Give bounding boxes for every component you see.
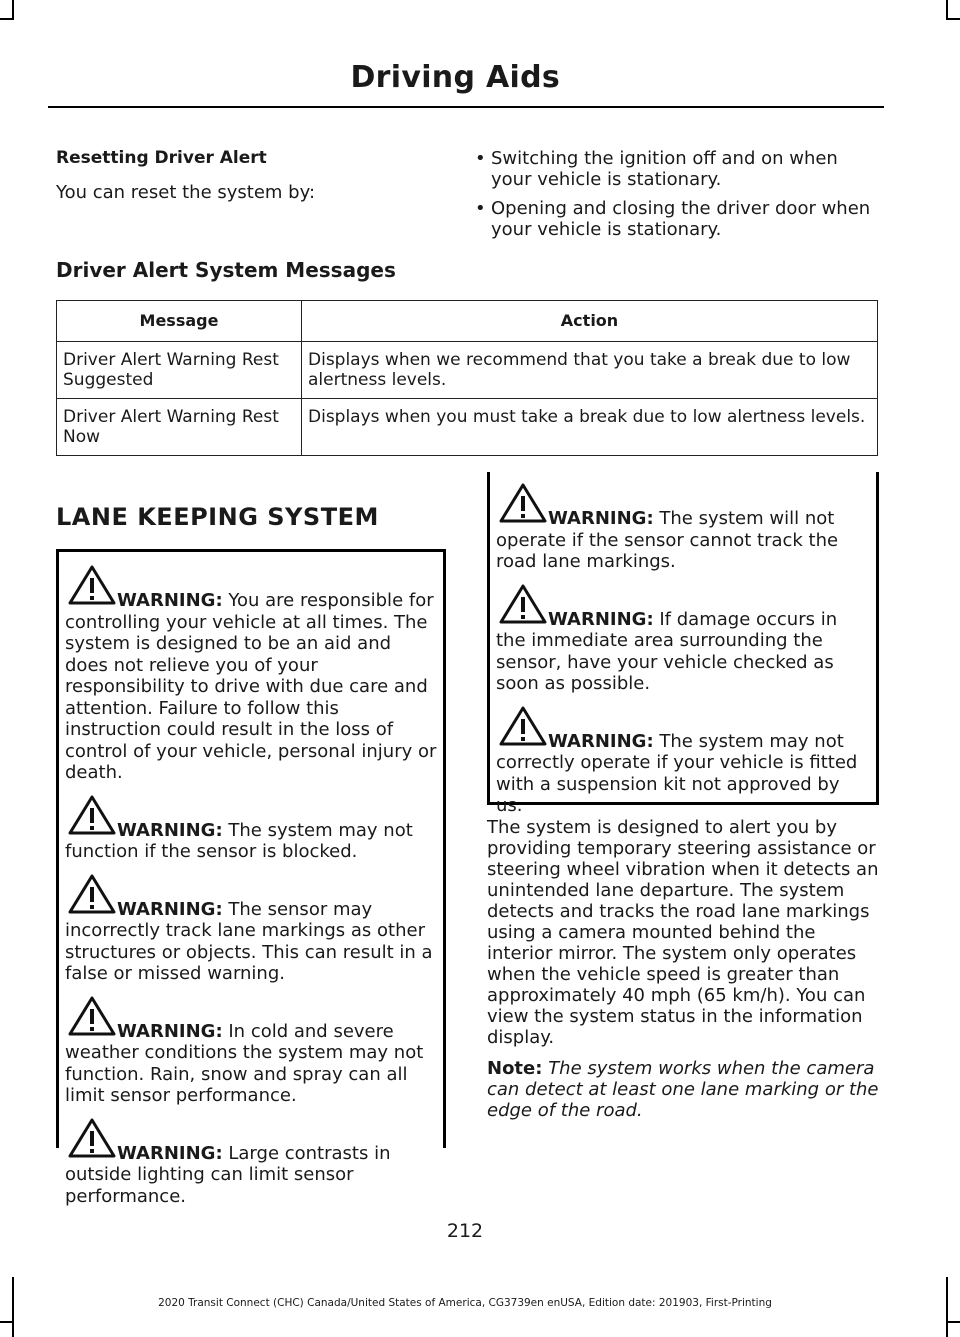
footer-text: 2020 Transit Connect (CHC) Canada/United States of America, CG3739en enUSA, Edition date: 201903, First-Printing <box>158 1297 772 1309</box>
warning-box-left <box>56 549 446 1207</box>
warning-triangle-icon <box>67 1117 117 1159</box>
table-cell: Displays when we recommend that you take a break due to low alertness levels. <box>302 342 878 399</box>
bullet-icon: • <box>475 148 486 169</box>
table-header: Message <box>57 301 302 342</box>
lane-note <box>487 1058 879 1121</box>
warning-triangle-icon <box>67 794 117 836</box>
reset-intro: You can reset the system by: <box>56 182 316 203</box>
lane-body-section <box>487 817 879 1121</box>
page-title: Driving Aids <box>350 60 560 95</box>
table-row <box>57 399 878 456</box>
table-cell: Driver Alert Warning Rest Now <box>57 399 302 456</box>
reset-bullets <box>475 148 879 248</box>
bullet-icon: • <box>475 198 486 219</box>
table-cell: Displays when you must take a break due to low alertness levels. <box>302 399 878 456</box>
messages-heading: Driver Alert System Messages <box>56 258 396 282</box>
warning-triangle-icon <box>67 564 117 606</box>
crop-mark <box>12 0 14 20</box>
crop-mark <box>946 1321 960 1323</box>
table-header: Action <box>302 301 878 342</box>
warning-item: WARNING: The system may not function if the sensor is blocked. <box>59 820 443 863</box>
warning-item: WARNING: The system may not correctly operate if your vehicle is fitted with a suspension kit not approved by us. <box>490 731 876 817</box>
crop-mark <box>0 18 14 20</box>
reset-section <box>56 148 436 203</box>
crop-mark <box>946 0 948 20</box>
warning-item: WARNING: Large contrasts in outside lighting can limit sensor performance. <box>59 1143 443 1208</box>
list-item: • Switching the ignition off and on when your vehicle is stationary. <box>475 148 838 190</box>
warning-triangle-icon <box>67 873 117 915</box>
page-number: 212 <box>446 1220 484 1242</box>
warning-box-right <box>487 472 879 816</box>
crop-mark <box>946 1277 948 1337</box>
crop-mark <box>0 1321 14 1323</box>
lane-body: The system is designed to alert you by providing temporary steering assistance or steering wheel vibration when it detects an unintended lane departure. The system detects and tracks the road lane markings using a camera mounted behind the interior mirror. The system only operates when the vehicle speed is greater than approximately 40 mph (65 km/h). You can view the system status in the information display. <box>487 817 879 1048</box>
warning-item: WARNING: The sensor may incorrectly track lane markings as other structures or objects. This can result in a false or missed warning. <box>59 899 443 985</box>
reset-heading: Resetting Driver Alert <box>56 148 267 168</box>
warning-item: WARNING: In cold and severe weather conditions the system may not function. Rain, snow and spray can all limit sensor performance. <box>59 1021 443 1107</box>
list-item: • Opening and closing the driver door when your vehicle is stationary. <box>475 198 871 240</box>
warning-triangle-icon <box>498 583 548 625</box>
table-cell: Driver Alert Warning Rest Suggested <box>57 342 302 399</box>
header-divider <box>48 106 884 108</box>
crop-mark <box>946 18 960 20</box>
warning-triangle-icon <box>67 995 117 1037</box>
note-label: Note: <box>487 1058 543 1079</box>
warning-triangle-icon <box>498 705 548 747</box>
note-text: The system works when the camera can detect at least one lane marking or the edge of the road. <box>487 1058 879 1121</box>
warning-item: WARNING: The system will not operate if the sensor cannot track the road lane markings. <box>490 508 876 573</box>
warning-item: WARNING: If damage occurs in the immediate area surrounding the sensor, have your vehicle checked as soon as possible. <box>490 609 876 695</box>
warning-item: WARNING: You are responsible for controlling your vehicle at all times. The system is designed to be an aid and does not relieve you of your responsibility to drive with due care and attention. Failure to follow this instruction could result in the loss of control of your vehicle, personal injury or death. <box>59 590 443 784</box>
table-row <box>57 342 878 399</box>
lane-heading: LANE KEEPING SYSTEM <box>56 503 379 531</box>
table-header-row <box>57 301 878 342</box>
messages-table <box>56 300 878 456</box>
warning-triangle-icon <box>498 482 548 524</box>
